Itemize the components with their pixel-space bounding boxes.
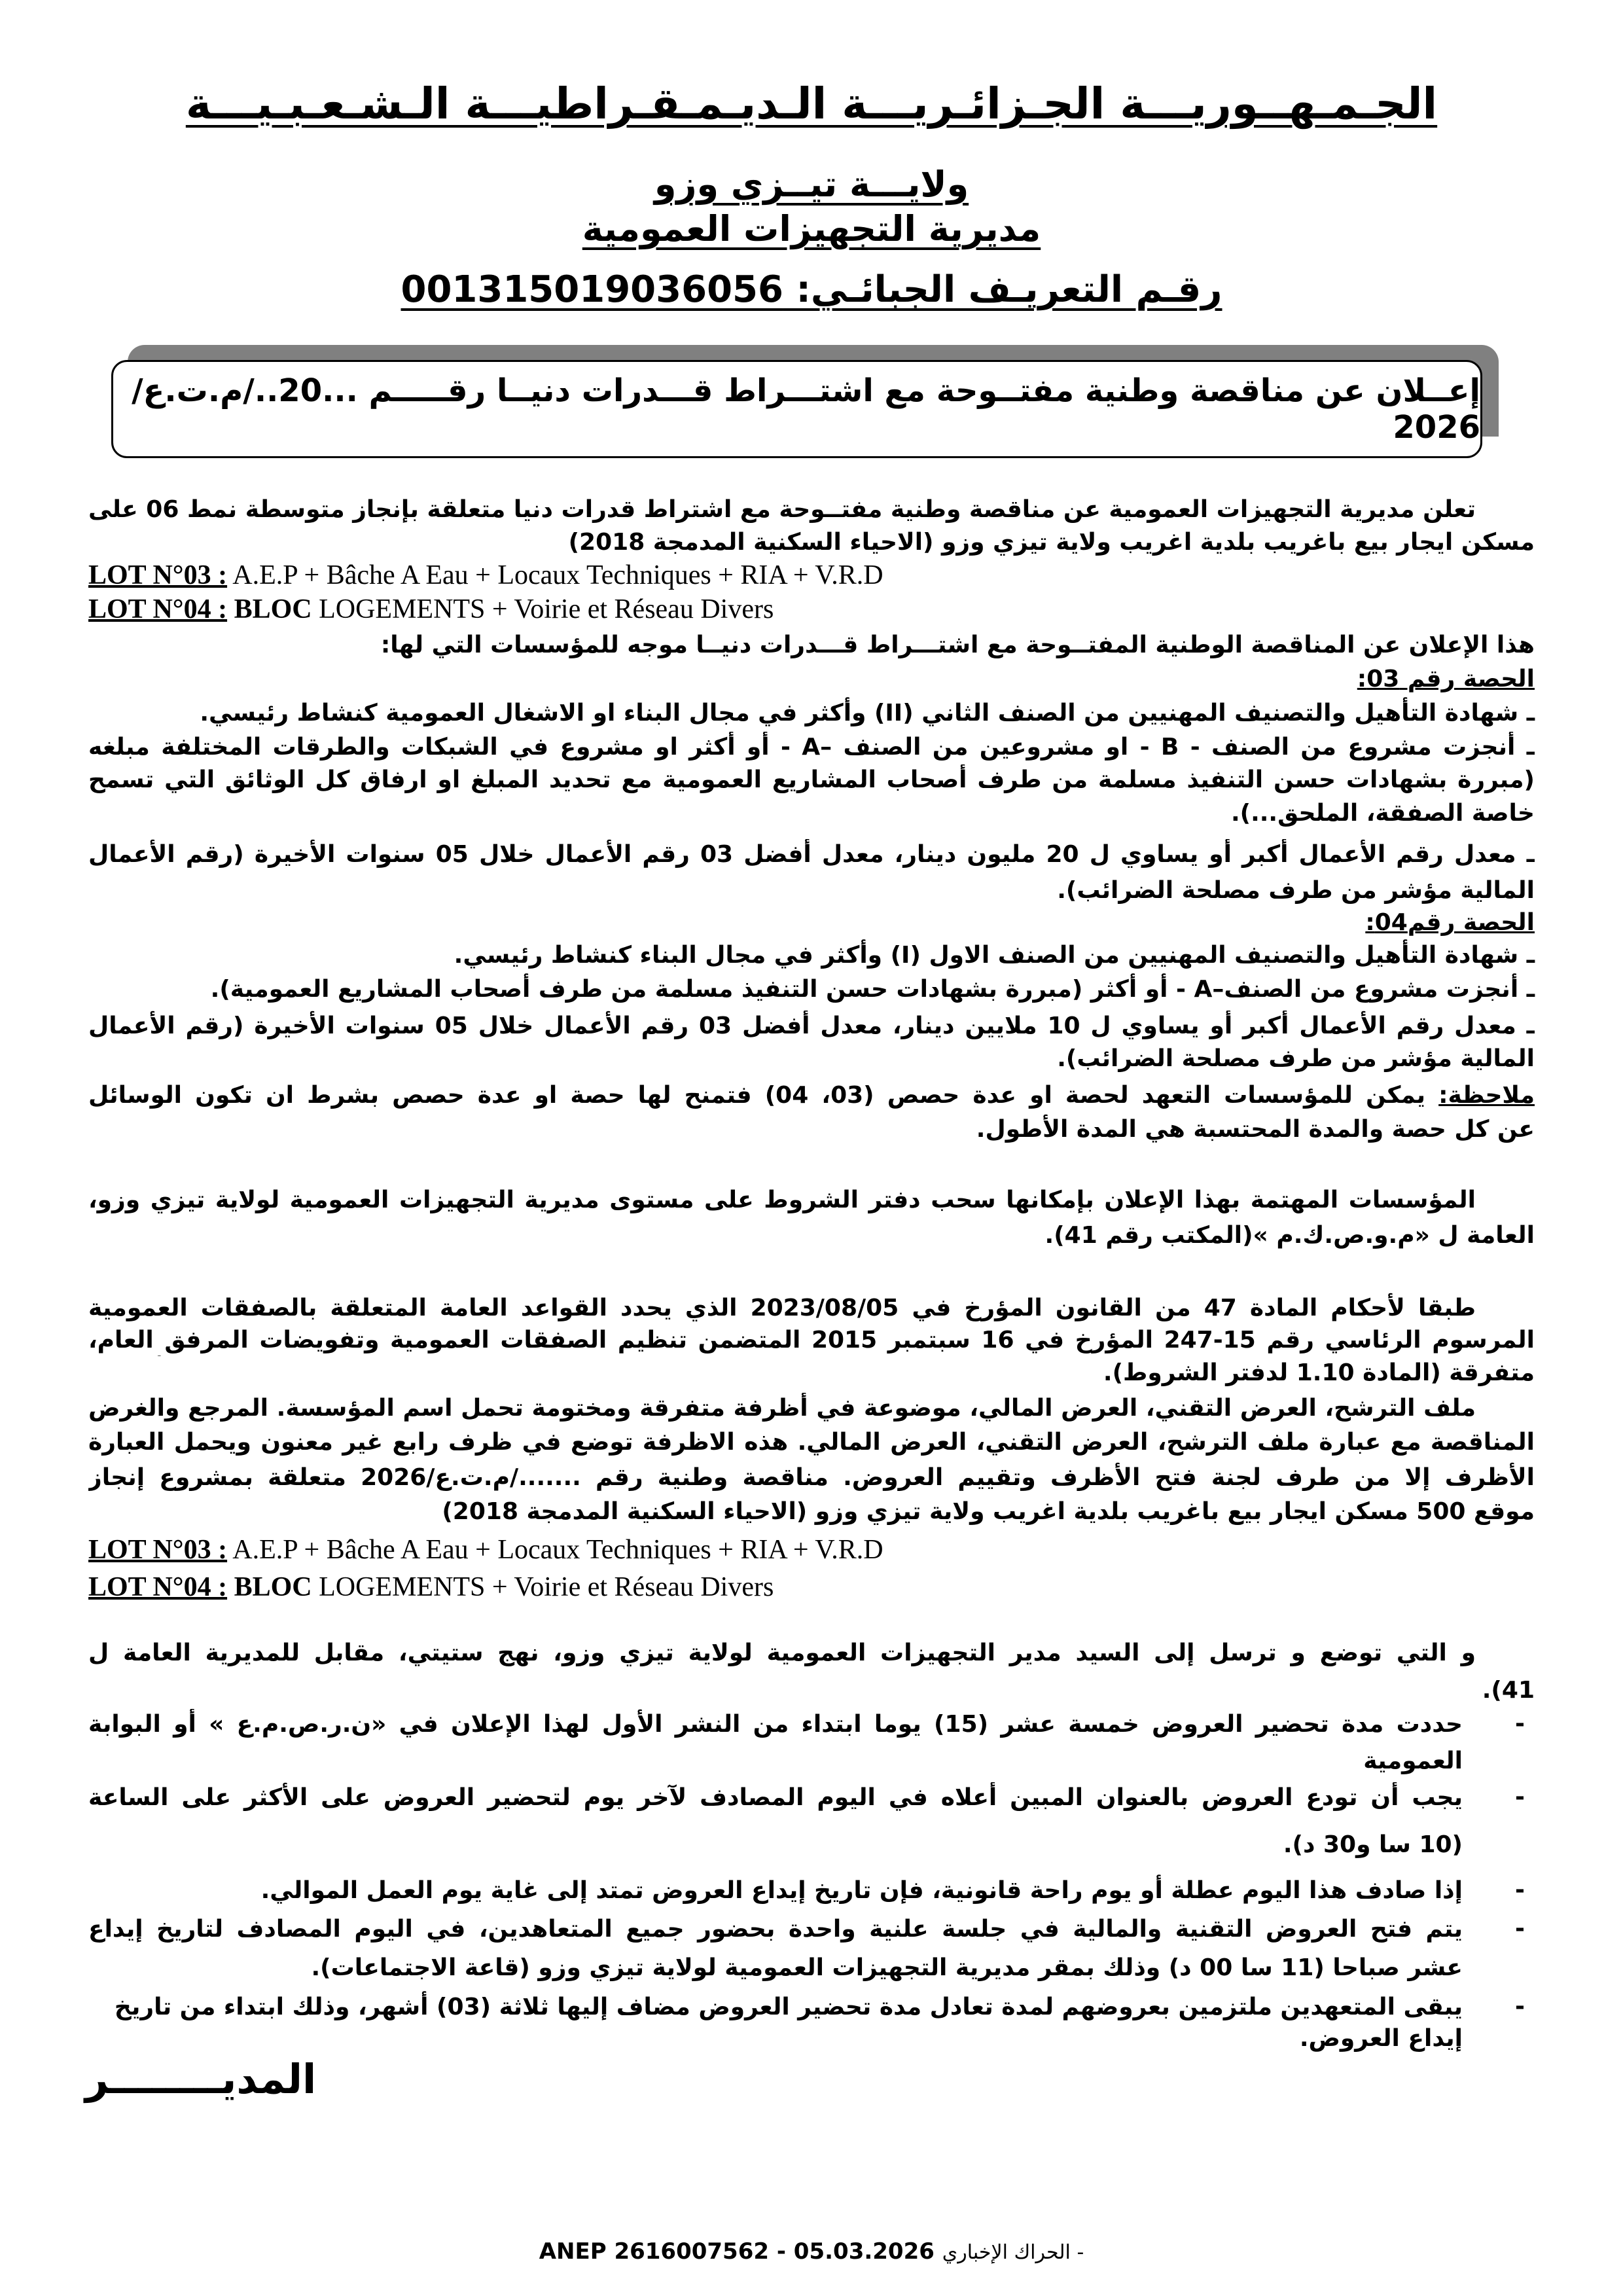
lot-text: LOGEMENTS + Voirie et Réseau Divers [312, 1572, 774, 1602]
lot3-requirement: المالية مؤشر من طرف مصلحة الضرائب). [1057, 877, 1535, 904]
republic-heading: الجـمـهــوريـــة الجـزائـريـــة الـديـمـقـراطيـــة الـشـعـبـيـــة [185, 79, 1438, 129]
legal-line: طبقا لأحكام المادة 47 من القانون المؤرخ في 2023/08/05 الذي يحدد القواعد العامة المتعلقة بالصفقات العمومية [88, 1295, 1476, 1321]
bullet-marker: - [1515, 1876, 1525, 1903]
lot-label: LOT N°03 : [88, 1535, 228, 1565]
lot4-requirement: ـ معدل رقم الأعمال أكبر أو يساوي ل 10 ملايين دينار، معدل أفضل 03 رقم الأعمال خلال 05 سنوات الأخيرة (رقم الأعمال [88, 1013, 1535, 1039]
bullet-marker: - [1515, 1784, 1525, 1810]
announcement-title: إعــلان عن مناقصة وطنية مفتــوحة مع اشتـــراط قـــدرات دنيــا رقـــــم ...20../م.ت.ع/ 2026 [132, 372, 1480, 446]
lot4-requirement: المالية مؤشر من طرف مصلحة الضرائب). [1057, 1045, 1535, 1072]
lot3-requirement: ـ معدل رقم الأعمال أكبر أو يساوي ل 20 مليون دينار، معدل أفضل 03 رقم الأعمال خلال 05 سنوات الأخيرة (رقم الأعمال [88, 841, 1535, 868]
intro-line: تعلن مديرية التجهيزات العمومية عن مناقصة وطنية مفتــوحة مع اشتراط قدرات دنيا متعلقة بإنجاز متوسطة نمط 06 على [88, 496, 1476, 523]
lot-line [88, 560, 883, 591]
bullet-marker: - [1515, 1710, 1525, 1737]
legal-line: المرسوم الرئاسي رقم 15-247 المؤرخ في 16 سبتمبر 2015 المتضمن تنظيم الصفقات العمومية وتفويضات المرفق العام، [88, 1327, 1535, 1354]
lot-label: LOT N°04 : [88, 1572, 228, 1602]
bullet-item: يتم فتح العروض التقنية والمالية في جلسة علنية واحدة بحضور جميع المتعاهدين، في اليوم المصادف لتاريخ إيداع [88, 1916, 1463, 1943]
signature: المديــــــــر [85, 2055, 317, 2103]
withdrawal-line: العامة ل «م.و.ص.ك.م »(المكتب رقم 41). [1044, 1222, 1535, 1249]
bullet-marker: - [1515, 1993, 1525, 2020]
bullet-item: إذا صادف هذا اليوم عطلة أو يوم راحة قانونية، فإن تاريخ إيداع العروض تمتد إلى غاية يوم العمل الموالي. [260, 1877, 1463, 1904]
lot3-requirement: خاصة الصفقة، الملحق...). [1230, 800, 1535, 827]
bullet-item: حددت مدة تحضير العروض خمسة عشر (15) يوما ابتداء من النشر الأول لهذا الإعلان في «ن.ر.ص.م.ع » أو البوابة [88, 1711, 1463, 1738]
note-line [88, 1080, 1535, 1111]
lot-label: LOT N°04 : [88, 594, 228, 624]
lot-bold: BLOC [227, 594, 312, 624]
lot4-requirement: ـ شهادة التأهيل والتصنيف المهنيين من الصنف الاول (I) وأكثر في مجال البناء كنشاط رئيسي. [454, 942, 1535, 969]
bullet-item: يبقى المتعهدين ملتزمين بعروضهم لمدة تعادل مدة تحضير العروض مضاف إليها ثلاثة (03) أشهر، وذلك ابتداء من تاريخ إيداع العروض. [114, 1994, 1463, 2052]
legal-line: ملف الترشح، العرض التقني، العرض المالي، موضوعة في أظرفة متفرقة ومختومة تحمل اسم المؤسسة. المرجع والغرض [88, 1395, 1476, 1422]
lot-text: A.E.P + Bâche A Eau + Locaux Techniques + RIA + V.R.D [227, 560, 883, 590]
footer-source: الحراك الإخباري - [942, 2241, 1084, 2264]
lot4-heading: الحصة رقم04: [1365, 909, 1535, 936]
eligibility-intro: هذا الإعلان عن المناقصة الوطنية المفتــوحة مع اشتـــراط قـــدرات دنيــا موجه للمؤسسات التي لها: [380, 632, 1535, 658]
note-text: يمكن للمؤسسات التعهد لحصة او عدة حصص (03، 04) فتمنح لها حصة او عدة حصص بشرط ان تكون الوسائل [88, 1082, 1426, 1109]
lot-text: LOGEMENTS + Voirie et Réseau Divers [312, 594, 774, 624]
lot-line [88, 1571, 774, 1603]
lot-text: A.E.P + Bâche A Eau + Locaux Techniques + RIA + V.R.D [227, 1535, 883, 1565]
bullet-item: عشر صباحا (11 سا 00 د) وذلك بمقر مديرية التجهيزات العمومية لولاية تيزي وزو (قاعة الاجتماعات). [311, 1954, 1463, 1981]
legal-line: متفرقة (المادة 1.10 لدفتر الشروط). [1103, 1359, 1535, 1386]
wilaya-heading: ولايـــة تيــزي وزو [654, 164, 969, 205]
bullet-item: (10 سا و30 د). [1283, 1831, 1463, 1858]
tax-id-heading: رقـم التعريـف الجبائـي: 001315019036056 [401, 268, 1222, 311]
footer-ref: ANEP 2616007562 - 05.03.2026 [539, 2238, 935, 2265]
withdrawal-line: المؤسسات المهتمة بهذا الإعلان بإمكانها سحب دفتر الشروط على مستوى مديرية التجهيزات العمومية لولاية تيزي وزو، [88, 1187, 1476, 1213]
lot-label: LOT N°03 : [88, 560, 228, 590]
note-label: ملاحظة: [1438, 1082, 1535, 1109]
lot4-requirement: ـ أنجزت مشروع من الصنف–A - أو أكثر (مبررة بشهادات حسن التنفيذ مسلمة من طرف أصحاب المشاريع العمومية). [210, 976, 1535, 1003]
lot-bold: BLOC [227, 1572, 312, 1602]
submission-line: 41). [1482, 1677, 1535, 1704]
legal-line: المناقصة مع عبارة ملف الترشح، العرض التقني، العرض المالي. هذه الاظرفة توضع في ظرف رابع غير معنون ويحمل العبارة [88, 1429, 1535, 1456]
title-box [111, 360, 1482, 458]
lot3-requirement: (مبررة بشهادات حسن التنفيذ مسلمة من طرف أصحاب المشاريع العمومية مع تحديد المبلغ او ارفاق كل الوثائق التي تسمح [88, 766, 1535, 793]
directorate-heading: مديرية التجهيزات العمومية [582, 208, 1041, 249]
bullet-item: العمومية [1363, 1748, 1463, 1774]
footer [0, 2238, 1623, 2265]
lot-line [88, 1534, 883, 1566]
bullet-marker: - [1515, 1915, 1525, 1942]
intro-line: مسكن ايجار بيع باغريب بلدية اغريب ولاية تيزي وزو (الاحياء السكنية المدمجة 2018) [568, 529, 1535, 556]
submission-line: و التي توضع و ترسل إلى السيد مدير التجهيزات العمومية لولاية تيزي وزو، نهج ستيتي، مقابل للمديرية العامة ل [88, 1640, 1476, 1666]
note-line: عن كل حصة والمدة المحتسبة هي المدة الأطول. [976, 1116, 1535, 1143]
lot3-heading: الحصة رقم 03: [1357, 666, 1535, 692]
lot-line [88, 594, 774, 625]
lot3-requirement: ـ أنجزت مشروع من الصنف - B - او مشروعين من الصنف –A - أو أكثر او مشروع في الشبكات والطرقات المختلفة مبلغه [88, 734, 1535, 761]
bullet-item: يجب أن تودع العروض بالعنوان المبين أعلاه في اليوم المصادف لآخر يوم لتحضير العروض على الأكثر على الساعة [88, 1784, 1463, 1811]
legal-line: موقع 500 مسكن ايجار بيع باغريب بلدية اغريب ولاية تيزي وزو (الاحياء السكنية المدمجة 2018) [442, 1498, 1535, 1525]
lot3-requirement: ـ شهادة التأهيل والتصنيف المهنيين من الصنف الثاني (II) وأكثر في مجال البناء او الاشغال العمومية كنشاط رئيسي. [200, 700, 1535, 726]
legal-line: الأظرف إلا من طرف لجنة فتح الأظرف وتقييم العروض. مناقصة وطنية رقم ......./م.ت.ع/2026 متعلقة بمشروع إنجاز [88, 1464, 1535, 1491]
